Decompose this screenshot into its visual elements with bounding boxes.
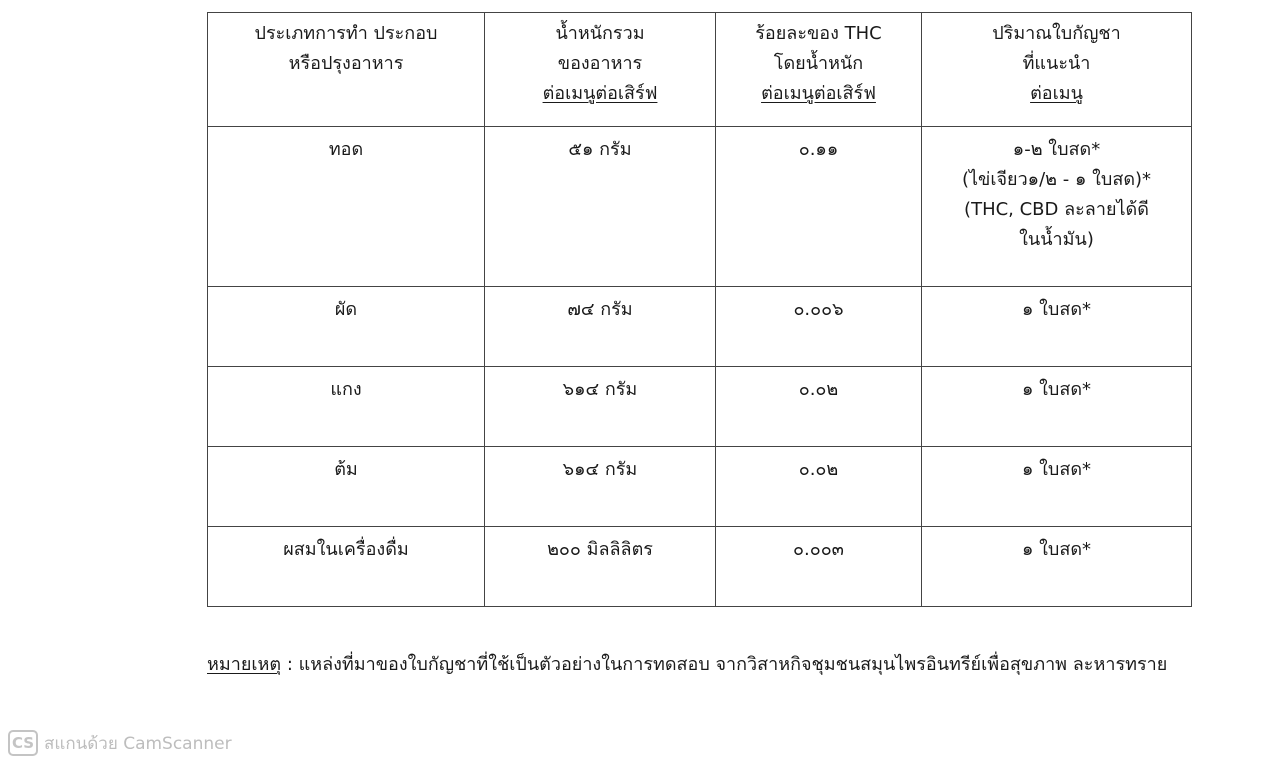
cell-thc: ๐.๑๑ xyxy=(716,127,922,287)
header-line: หรือปรุงอาหาร xyxy=(288,53,404,74)
cell-type: ต้ม xyxy=(208,447,485,527)
cell-weight: ๖๑๔ กรัม xyxy=(485,447,716,527)
header-line: โดยน้ำหนัก xyxy=(773,53,864,74)
footnote-separator: : xyxy=(281,654,299,675)
header-line: ต่อเมนูต่อเสิร์ฟ xyxy=(761,83,876,104)
header-line: ร้อยละของ THC xyxy=(755,23,882,44)
table-row xyxy=(208,447,1192,527)
header-line: ต่อเมนู xyxy=(1030,83,1083,104)
cell-leaves-line: (ไข่เจียว๑/๒ - ๑ ใบสด)* xyxy=(961,169,1152,190)
table-header-row xyxy=(208,13,1192,127)
camscanner-watermark xyxy=(8,728,232,758)
cell-type: ผัด xyxy=(208,287,485,367)
cell-leaves: ๑ ใบสด* xyxy=(922,447,1192,527)
footnote-text: แหล่งที่มาของใบกัญชาที่ใช้เป็นตัวอย่างในการทดสอบ จากวิสาหกิจชุมชนสมุนไพรอินทรีย์เพื่อสุขภาพ ละหารทราย xyxy=(298,654,1168,675)
cell-leaves-line: (THC, CBD ละลายได้ดี xyxy=(964,199,1149,220)
camscanner-logo-icon: CS xyxy=(8,730,38,756)
cell-thc: ๐.๐๒ xyxy=(716,367,922,447)
watermark-text: สแกนด้วย CamScanner xyxy=(44,733,232,754)
header-line: ที่แนะนำ xyxy=(1022,53,1091,74)
cell-weight: ๕๑ กรัม xyxy=(485,127,716,287)
header-line: ต่อเมนูต่อเสิร์ฟ xyxy=(542,83,658,104)
header-line: ประเภทการทำ ประกอบ xyxy=(254,23,438,44)
header-line: ของอาหาร xyxy=(557,53,643,74)
cell-type: ผสมในเครื่องดื่ม xyxy=(208,527,485,607)
header-line: น้ำหนักรวม xyxy=(555,23,645,44)
cell-type: แกง xyxy=(208,367,485,447)
cell-type: ทอด xyxy=(208,127,485,287)
cell-thc: ๐.๐๐๓ xyxy=(716,527,922,607)
header-thc-percent xyxy=(716,13,922,127)
table-row xyxy=(208,287,1192,367)
cell-weight: ๖๑๔ กรัม xyxy=(485,367,716,447)
header-line: ปริมาณใบกัญชา xyxy=(992,23,1121,44)
footnote xyxy=(207,646,1217,684)
table-row xyxy=(208,527,1192,607)
cell-thc: ๐.๐๐๖ xyxy=(716,287,922,367)
cannabis-menu-table xyxy=(207,12,1192,607)
cell-leaves-line: ในน้ำมัน) xyxy=(1019,229,1094,250)
cell-leaves: ๑ ใบสด* xyxy=(922,287,1192,367)
cell-weight: ๒๐๐ มิลลิลิตร xyxy=(485,527,716,607)
header-total-weight xyxy=(485,13,716,127)
cell-leaves xyxy=(922,127,1192,287)
cell-weight: ๗๔ กรัม xyxy=(485,287,716,367)
header-cooking-type xyxy=(208,13,485,127)
footnote-label: หมายเหตุ xyxy=(207,654,282,675)
cell-leaves: ๑ ใบสด* xyxy=(922,367,1192,447)
table-row xyxy=(208,127,1192,287)
cell-leaves-line: ๑-๒ ใบสด* xyxy=(1012,139,1101,160)
table-row xyxy=(208,367,1192,447)
cell-thc: ๐.๐๒ xyxy=(716,447,922,527)
cell-leaves: ๑ ใบสด* xyxy=(922,527,1192,607)
header-leaf-amount xyxy=(922,13,1192,127)
